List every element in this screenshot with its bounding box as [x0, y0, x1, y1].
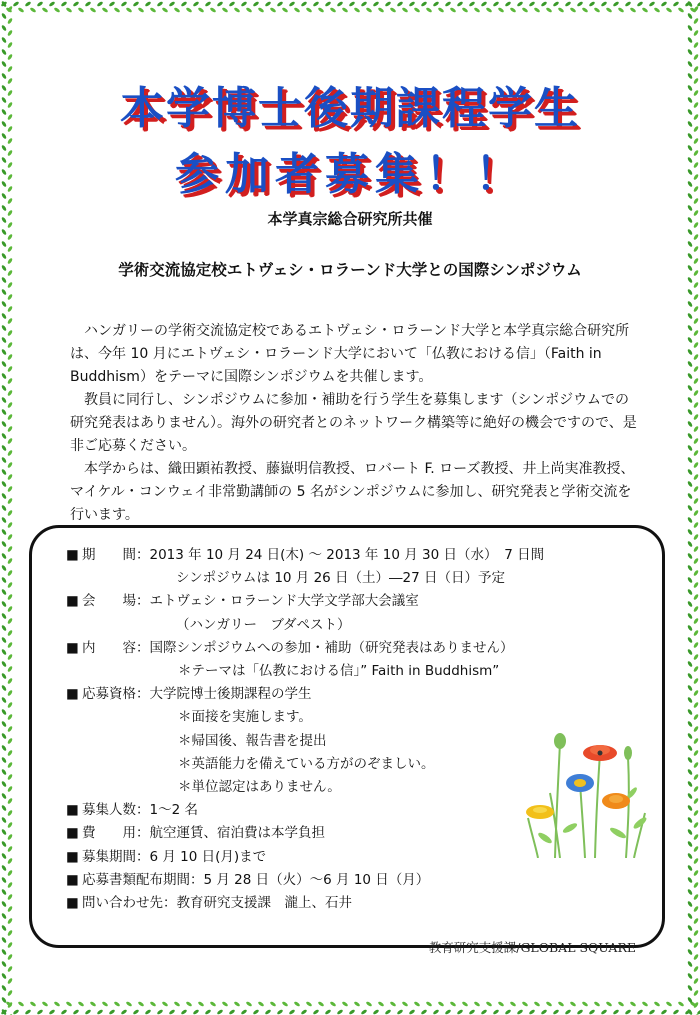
- venue-note: （ハンガリー ブダペスト）: [176, 616, 351, 633]
- flyer: [20, 20, 680, 995]
- dist-value: 5 月 28 日（火）～6 月 10 日（月）: [203, 871, 430, 888]
- bullet-icon: ■: [66, 593, 79, 610]
- detail-content: [66, 637, 544, 660]
- detail-distribution: [66, 869, 544, 892]
- qual-value: 大学院博士後期課程の学生: [149, 686, 312, 703]
- period-value: 2013 年 10 月 24 日(木) ～ 2013 年 10 月 30 日（水） 7 日間: [149, 547, 545, 563]
- qual-label: 応募資格：: [82, 686, 150, 703]
- poppy-flowers-illustration: [500, 723, 650, 858]
- qual-note-3: ＊英語能力を備えている方がのぞましい。: [178, 755, 435, 772]
- content-note: ＊テーマは「仏教における信」” Faith in Buddhism”: [178, 663, 500, 680]
- bullet-icon: ■: [66, 547, 79, 563]
- detail-contact: [66, 892, 544, 915]
- count-value: 1～2 名: [149, 802, 198, 819]
- paragraph-2: 教員に同行し、シンポジウムに参加・補助を行う学生を募集します（シンポジウムでの研究発表はありません）。海外の研究者とのネットワーク構築等に絶好の機会ですので、是非ご応募ください。: [70, 392, 637, 454]
- qual-note-1: ＊面接を実施します。: [178, 709, 312, 726]
- deadline-label: 募集期間：: [82, 848, 150, 865]
- content-value: 国際シンポジウムへの参加・補助（研究発表はありません）: [149, 639, 514, 656]
- detail-count: [66, 799, 544, 822]
- paragraph-1: ハンガリーの学術交流協定校であるエトヴェシ・ロラーンド大学と本学真宗総合研究所は、今年 10 月にエトヴェシ・ロラーンド大学において「仏教における信」（Faith in Buddhism）をテーマに国際シンポジウムを共催します。: [70, 323, 630, 385]
- bullet-icon: ■: [66, 848, 79, 865]
- content-label: 内 容：: [82, 639, 150, 656]
- contact-value: 教育研究支援課 瀧上、石井: [176, 895, 352, 912]
- footer-credit: 教育研究支援課/GLOBAL SQUARE: [428, 940, 636, 955]
- bullet-icon: ■: [66, 871, 79, 888]
- period-note: シンポジウムは 10 月 26 日（土）―27 日（日）予定: [176, 570, 506, 587]
- detail-period: [66, 544, 544, 567]
- bullet-icon: ■: [66, 895, 79, 912]
- contact-label: 問い合わせ先：: [82, 895, 177, 912]
- period-label: 期 間：: [82, 547, 150, 563]
- dist-label: 応募書類配布期間：: [82, 871, 204, 888]
- main-title-line1: 本学博士後期課程学生: [120, 83, 580, 134]
- detail-deadline: [66, 846, 544, 869]
- cohost-line: 本学真宗総合研究所共催: [267, 210, 433, 228]
- paragraph-3: 本学からは、織田顕祐教授、藤嶽明信教授、ロバート F. ローズ教授、井上尚実准教授、マイケル・コンウェイ非常勤講師の 5 名がシンポジウムに参加し、研究発表と学術交流を行います。: [70, 461, 635, 523]
- bullet-icon: ■: [66, 639, 79, 656]
- bullet-icon: ■: [66, 802, 79, 819]
- detail-cost: [66, 822, 544, 845]
- main-title-line2: 参加者募集！！: [175, 149, 525, 200]
- deadline-value: 6 月 10 日(月)まで: [149, 848, 267, 865]
- venue-value: エトヴェシ・ロラーンド大学文学部大会議室: [149, 593, 419, 610]
- bullet-icon: ■: [66, 686, 79, 703]
- cost-label: 費 用：: [82, 825, 150, 842]
- venue-label: 会 場：: [82, 593, 150, 610]
- details-box: [29, 525, 665, 948]
- description: [70, 320, 640, 527]
- bullet-icon: ■: [66, 825, 79, 842]
- detail-qualification: [66, 683, 544, 706]
- qual-note-4: ＊単位認定はありません。: [178, 779, 341, 796]
- detail-venue: [66, 590, 544, 613]
- cost-value: 航空運賃、宿泊費は本学負担: [149, 825, 325, 842]
- count-label: 募集人数：: [82, 802, 150, 819]
- qual-note-2: ＊帰国後、報告書を提出: [178, 732, 327, 749]
- symposium-subtitle: 学術交流協定校エトヴェシ・ロラーンド大学との国際シンポジウム: [118, 261, 582, 279]
